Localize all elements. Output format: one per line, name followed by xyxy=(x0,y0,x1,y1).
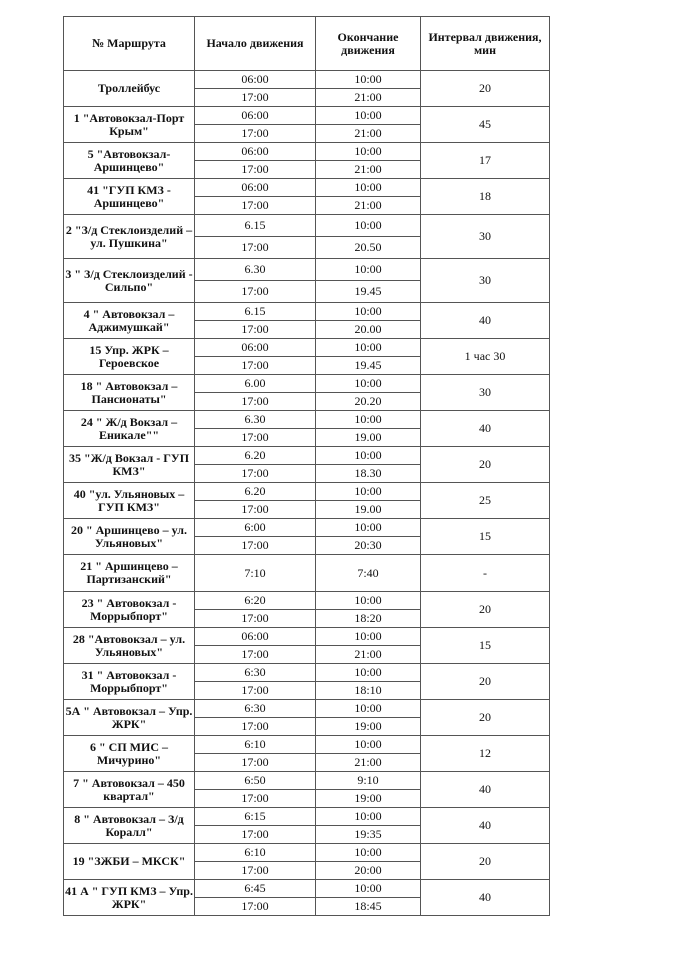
start-time: 6:10 xyxy=(195,844,316,862)
interval-value: 20 xyxy=(421,700,550,736)
end-time: 19:00 xyxy=(316,790,421,808)
start-time: 06:00 xyxy=(195,179,316,197)
table-row xyxy=(64,772,550,790)
route-name: 4 " Автовокзал – Аджимушкай" xyxy=(64,303,195,339)
route-name: 40 "ул. Ульяновых – ГУП КМЗ" xyxy=(64,483,195,519)
start-time: 6.20 xyxy=(195,483,316,501)
start-time: 17:00 xyxy=(195,281,316,303)
start-time: 17:00 xyxy=(195,537,316,555)
end-time: 9:10 xyxy=(316,772,421,790)
start-time: 6.15 xyxy=(195,215,316,237)
route-name: 8 " Автовокзал – З/д Коралл" xyxy=(64,808,195,844)
interval-value: 40 xyxy=(421,880,550,916)
end-time: 21:00 xyxy=(316,646,421,664)
start-time: 17:00 xyxy=(195,321,316,339)
route-name: 28 "Автовокзал – ул. Ульяновых" xyxy=(64,628,195,664)
table-row xyxy=(64,628,550,646)
start-time: 6:10 xyxy=(195,736,316,754)
start-time: 17:00 xyxy=(195,237,316,259)
interval-value: 25 xyxy=(421,483,550,519)
table-row xyxy=(64,411,550,429)
interval-value: - xyxy=(421,555,550,592)
start-time: 17:00 xyxy=(195,826,316,844)
interval-value: 40 xyxy=(421,411,550,447)
route-name: 21 " Аршинцево – Партизанский" xyxy=(64,555,195,592)
start-time: 6:20 xyxy=(195,592,316,610)
end-time: 10:00 xyxy=(316,519,421,537)
interval-value: 12 xyxy=(421,736,550,772)
schedule-body xyxy=(64,71,550,916)
start-time: 6.20 xyxy=(195,447,316,465)
interval-value: 45 xyxy=(421,107,550,143)
interval-value: 40 xyxy=(421,772,550,808)
start-time: 17:00 xyxy=(195,790,316,808)
end-time: 19.00 xyxy=(316,429,421,447)
interval-value: 17 xyxy=(421,143,550,179)
route-name: 19 "ЗЖБИ – МКСК" xyxy=(64,844,195,880)
end-time: 10:00 xyxy=(316,844,421,862)
interval-value: 30 xyxy=(421,375,550,411)
interval-value: 20 xyxy=(421,71,550,107)
route-name: 41 "ГУП КМЗ - Аршинцево" xyxy=(64,179,195,215)
table-row xyxy=(64,555,550,592)
table-row xyxy=(64,339,550,357)
start-time: 17:00 xyxy=(195,862,316,880)
table-row xyxy=(64,519,550,537)
interval-value: 20 xyxy=(421,664,550,700)
end-time: 19:00 xyxy=(316,718,421,736)
end-time: 20:00 xyxy=(316,862,421,880)
table-row xyxy=(64,71,550,89)
start-time: 17:00 xyxy=(195,610,316,628)
end-time: 21:00 xyxy=(316,89,421,107)
table-row xyxy=(64,375,550,393)
end-time: 10:00 xyxy=(316,339,421,357)
start-time: 17:00 xyxy=(195,754,316,772)
end-time: 10:00 xyxy=(316,259,421,281)
end-time: 10:00 xyxy=(316,664,421,682)
table-row xyxy=(64,483,550,501)
start-time: 17:00 xyxy=(195,646,316,664)
start-time: 6.30 xyxy=(195,259,316,281)
start-time: 6:15 xyxy=(195,808,316,826)
table-row xyxy=(64,215,550,237)
table-row xyxy=(64,880,550,898)
end-time: 19.45 xyxy=(316,281,421,303)
start-time: 6:30 xyxy=(195,700,316,718)
table-row xyxy=(64,143,550,161)
end-time: 19.45 xyxy=(316,357,421,375)
interval-value: 40 xyxy=(421,303,550,339)
end-time: 10:00 xyxy=(316,736,421,754)
start-time: 6.15 xyxy=(195,303,316,321)
start-time: 17:00 xyxy=(195,682,316,700)
start-time: 06:00 xyxy=(195,628,316,646)
end-time: 20.50 xyxy=(316,237,421,259)
start-time: 17:00 xyxy=(195,718,316,736)
end-time: 20.20 xyxy=(316,393,421,411)
end-time: 10:00 xyxy=(316,808,421,826)
end-time: 18:45 xyxy=(316,898,421,916)
table-row xyxy=(64,808,550,826)
table-row xyxy=(64,447,550,465)
schedule-table xyxy=(63,16,550,916)
route-name: 7 " Автовокзал – 450 квартал" xyxy=(64,772,195,808)
start-time: 6:00 xyxy=(195,519,316,537)
start-time: 17:00 xyxy=(195,125,316,143)
end-time: 21:00 xyxy=(316,161,421,179)
end-time: 18:20 xyxy=(316,610,421,628)
end-time: 10:00 xyxy=(316,483,421,501)
interval-value: 20 xyxy=(421,844,550,880)
end-time: 7:40 xyxy=(316,555,421,592)
start-time: 6.00 xyxy=(195,375,316,393)
route-name: 3 " З/д Стеклоизделий - Сильпо" xyxy=(64,259,195,303)
start-time: 17:00 xyxy=(195,429,316,447)
route-name: 18 " Автовокзал – Пансионаты" xyxy=(64,375,195,411)
interval-value: 30 xyxy=(421,259,550,303)
table-row xyxy=(64,844,550,862)
table-row xyxy=(64,259,550,281)
start-time: 17:00 xyxy=(195,898,316,916)
end-time: 10:00 xyxy=(316,375,421,393)
start-time: 17:00 xyxy=(195,161,316,179)
route-name: 5А " Автовокзал – Упр. ЖРК" xyxy=(64,700,195,736)
header-start: Начало движения xyxy=(195,17,316,71)
route-name: 6 " СП МИС – Мичурино" xyxy=(64,736,195,772)
interval-value: 15 xyxy=(421,519,550,555)
route-name: 24 " Ж/д Вокзал – Еникале"" xyxy=(64,411,195,447)
end-time: 21:00 xyxy=(316,197,421,215)
start-time: 6.30 xyxy=(195,411,316,429)
end-time: 10:00 xyxy=(316,447,421,465)
start-time: 6:45 xyxy=(195,880,316,898)
end-time: 10:00 xyxy=(316,628,421,646)
end-time: 10:00 xyxy=(316,700,421,718)
interval-value: 30 xyxy=(421,215,550,259)
end-time: 10:00 xyxy=(316,71,421,89)
end-time: 19.00 xyxy=(316,501,421,519)
route-name: 5 "Автовокзал-Аршинцево" xyxy=(64,143,195,179)
table-row xyxy=(64,664,550,682)
interval-value: 18 xyxy=(421,179,550,215)
end-time: 10:00 xyxy=(316,215,421,237)
end-time: 10:00 xyxy=(316,592,421,610)
route-name: 31 " Автовокзал - Моррыбпорт" xyxy=(64,664,195,700)
end-time: 20.00 xyxy=(316,321,421,339)
header-interval: Интервал движения, мин xyxy=(421,17,550,71)
start-time: 6:30 xyxy=(195,664,316,682)
table-row xyxy=(64,303,550,321)
interval-value: 40 xyxy=(421,808,550,844)
end-time: 10:00 xyxy=(316,107,421,125)
route-name: Троллейбус xyxy=(64,71,195,107)
start-time: 06:00 xyxy=(195,143,316,161)
header-row xyxy=(64,17,550,71)
start-time: 17:00 xyxy=(195,393,316,411)
route-name: 20 " Аршинцево – ул. Ульяновых" xyxy=(64,519,195,555)
end-time: 10:00 xyxy=(316,303,421,321)
end-time: 10:00 xyxy=(316,411,421,429)
table-row xyxy=(64,592,550,610)
end-time: 20:30 xyxy=(316,537,421,555)
header-end: Окончание движения xyxy=(316,17,421,71)
start-time: 17:00 xyxy=(195,357,316,375)
interval-value: 20 xyxy=(421,447,550,483)
interval-value: 15 xyxy=(421,628,550,664)
start-time: 06:00 xyxy=(195,71,316,89)
end-time: 19:35 xyxy=(316,826,421,844)
start-time: 06:00 xyxy=(195,107,316,125)
end-time: 10:00 xyxy=(316,880,421,898)
start-time: 6:50 xyxy=(195,772,316,790)
route-name: 15 Упр. ЖРК – Героевское xyxy=(64,339,195,375)
end-time: 10:00 xyxy=(316,143,421,161)
end-time: 10:00 xyxy=(316,179,421,197)
interval-value: 1 час 30 xyxy=(421,339,550,375)
start-time: 17:00 xyxy=(195,197,316,215)
route-name: 41 А " ГУП КМЗ – Упр. ЖРК" xyxy=(64,880,195,916)
table-row xyxy=(64,179,550,197)
table-row xyxy=(64,736,550,754)
start-time: 06:00 xyxy=(195,339,316,357)
end-time: 21:00 xyxy=(316,754,421,772)
table-row xyxy=(64,107,550,125)
route-name: 2 "З/д Стеклоизделий – ул. Пушкина" xyxy=(64,215,195,259)
route-name: 23 " Автовокзал - Моррыбпорт" xyxy=(64,592,195,628)
end-time: 18:10 xyxy=(316,682,421,700)
end-time: 21:00 xyxy=(316,125,421,143)
end-time: 18.30 xyxy=(316,465,421,483)
start-time: 7:10 xyxy=(195,555,316,592)
start-time: 17:00 xyxy=(195,89,316,107)
route-name: 35 "Ж/д Вокзал - ГУП КМЗ" xyxy=(64,447,195,483)
start-time: 17:00 xyxy=(195,501,316,519)
table-row xyxy=(64,700,550,718)
route-name: 1 "Автовокзал-Порт Крым" xyxy=(64,107,195,143)
start-time: 17:00 xyxy=(195,465,316,483)
interval-value: 20 xyxy=(421,592,550,628)
header-route: № Маршрута xyxy=(64,17,195,71)
